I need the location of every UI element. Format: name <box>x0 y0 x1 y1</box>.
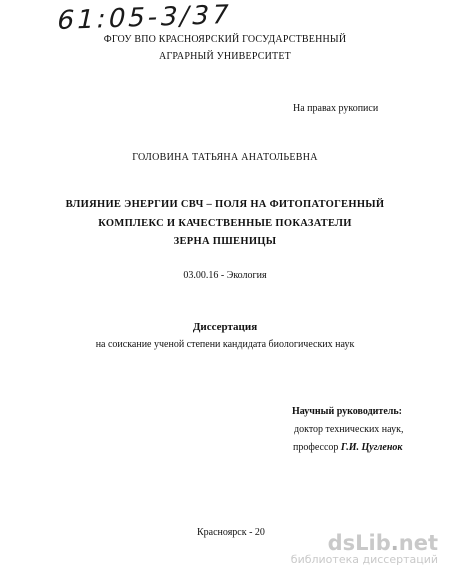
supervisor-rank: профессор <box>293 442 341 453</box>
university-line-2: АГРАРНЫЙ УНИВЕРСИТЕТ <box>159 51 291 62</box>
watermark-brand: dsLib.net <box>327 531 438 555</box>
watermark-tagline: библиотека диссертаций <box>290 553 438 566</box>
degree-sought: на соискание ученой степени кандидата биологических наук <box>95 339 355 350</box>
supervisor-name: Г.И. Цугленок <box>340 442 403 453</box>
manuscript-rights: На правах рукописи <box>293 103 379 114</box>
watermark-logo <box>291 531 438 566</box>
document-type: Диссертация <box>192 321 258 333</box>
supervisor-heading: Научный руководитель: <box>292 406 402 417</box>
thesis-title-line-3: ЗЕРНА ПШЕНИЦЫ <box>173 236 277 247</box>
archive-stamp: 61:05-3/37 <box>54 0 235 37</box>
specialty-code: 03.00.16 - Экология <box>183 270 267 281</box>
supervisor-degree: доктор технических наук, <box>294 424 404 435</box>
thesis-title-line-2: КОМПЛЕКС И КАЧЕСТВЕННЫЕ ПОКАЗАТЕЛИ <box>98 218 352 229</box>
university-line-1: ФГОУ ВПО КРАСНОЯРСКИЙ ГОСУДАРСТВЕННЫЙ <box>103 34 347 45</box>
author-name: ГОЛОВИНА ТАТЬЯНА АНАТОЛЬЕВНА <box>132 152 318 163</box>
thesis-title-line-1: ВЛИЯНИЕ ЭНЕРГИИ СВЧ – ПОЛЯ НА ФИТОПАТОГЕННЫЙ <box>65 199 385 210</box>
city-year: Красноярск - 20 <box>197 527 265 538</box>
supervisor-title <box>293 442 402 453</box>
